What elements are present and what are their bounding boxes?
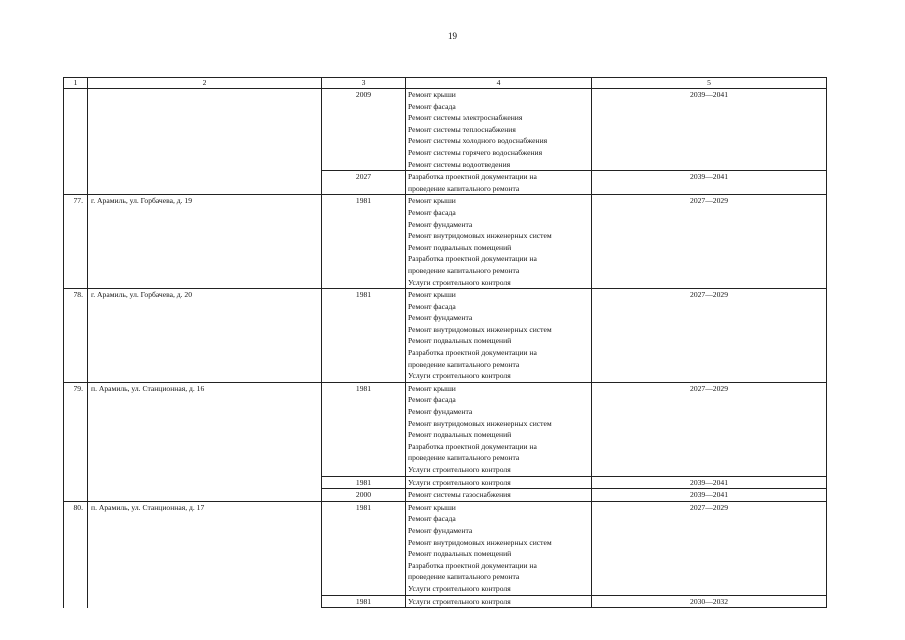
table-row	[64, 501, 827, 595]
work-item: проведение капитального ремонта	[408, 359, 520, 369]
row-number-cell	[64, 89, 88, 195]
period-cell: 2039—2041	[592, 489, 827, 502]
table-body	[64, 89, 827, 608]
work-item: Услуги строительного контроля	[408, 371, 511, 381]
year-cell: 1981	[322, 195, 406, 289]
work-item: Ремонт внутридомовых инженерных систем	[408, 324, 552, 334]
work-item: Ремонт крыши	[408, 90, 456, 99]
row-number-cell: 80.	[64, 501, 88, 607]
row-number-cell: 77.	[64, 195, 88, 289]
work-item: Ремонт крыши	[408, 502, 456, 512]
work-item: Услуги строительного контроля	[408, 583, 511, 593]
work-item: проведение капитального ремонта	[408, 183, 520, 193]
work-item: Услуги строительного контроля	[408, 465, 511, 474]
works-cell	[406, 382, 592, 476]
year-cell: 2009	[322, 89, 406, 171]
work-item: Ремонт системы водоотведения	[408, 159, 511, 169]
works-cell	[406, 476, 592, 489]
column-number: 5	[592, 78, 827, 89]
period-cell: 2027—2029	[592, 289, 827, 383]
column-number: 3	[322, 78, 406, 89]
work-item: Ремонт фасада	[408, 207, 456, 217]
period-cell: 2030—2032	[592, 595, 827, 608]
work-item: Ремонт крыши	[408, 290, 456, 300]
work-item: Услуги строительного контроля	[408, 477, 511, 487]
table-row	[64, 195, 827, 289]
work-item: Ремонт фундамента	[408, 407, 473, 417]
work-item: Ремонт внутридомовых инженерных систем	[408, 537, 552, 547]
work-item: Разработка проектной документации на	[408, 441, 537, 451]
column-number: 2	[88, 78, 322, 89]
work-item: Ремонт фасада	[408, 301, 456, 311]
page-number: 19	[448, 31, 457, 41]
works-cell	[406, 289, 592, 383]
work-item: Разработка проектной документации на	[408, 254, 537, 264]
work-item: Ремонт системы горячего водоснабжения	[408, 147, 543, 157]
work-item: проведение капитального ремонта	[408, 265, 520, 275]
work-item: Ремонт крыши	[408, 383, 456, 393]
work-item: Ремонт подвальных помещений	[408, 242, 512, 252]
works-cell	[406, 595, 592, 608]
works-cell	[406, 171, 592, 195]
work-item: Ремонт системы газоснабжения	[408, 490, 511, 500]
work-item: проведение капитального ремонта	[408, 453, 520, 463]
work-item: Ремонт фасада	[408, 101, 456, 111]
column-number-row	[64, 78, 827, 89]
row-number-cell: 79.	[64, 382, 88, 501]
work-item: Ремонт фундамента	[408, 525, 473, 535]
work-item: Ремонт фасада	[408, 514, 456, 524]
column-number: 4	[406, 78, 592, 89]
address-cell: п. Арамиль, ул. Станционная, д. 17	[88, 501, 322, 607]
work-item: Ремонт внутридомовых инженерных систем	[408, 418, 552, 428]
works-cell	[406, 195, 592, 289]
work-item: Ремонт системы электроснабжения	[408, 113, 523, 123]
address-cell: п. Арамиль, ул. Станционная, д. 16	[88, 382, 322, 501]
work-item: проведение капитального ремонта	[408, 572, 520, 582]
work-item: Ремонт системы холодного водоснабжения	[408, 136, 548, 146]
year-cell: 1981	[322, 595, 406, 608]
period-cell: 2039—2041	[592, 89, 827, 171]
period-cell: 2027—2029	[592, 195, 827, 289]
work-item: Услуги строительного контроля	[408, 277, 511, 287]
row-number-cell: 78.	[64, 289, 88, 383]
year-cell: 1981	[322, 382, 406, 476]
address-cell: г. Арамиль, ул. Горбачева, д. 20	[88, 289, 322, 383]
work-item: Ремонт фундамента	[408, 219, 473, 229]
year-cell: 2000	[322, 489, 406, 502]
period-cell: 2027—2029	[592, 501, 827, 595]
work-item: Ремонт фасада	[408, 395, 456, 405]
table-row	[64, 382, 827, 476]
work-item: Ремонт системы теплоснабжения	[408, 124, 516, 134]
work-item: Ремонт подвальных помещений	[408, 549, 512, 559]
table-row	[64, 89, 827, 171]
work-item: Ремонт крыши	[408, 196, 456, 206]
work-item: Услуги строительного контроля	[408, 596, 511, 606]
work-item: Разработка проектной документации на	[408, 348, 537, 358]
capital-repair-table	[63, 77, 827, 608]
table-row	[64, 289, 827, 383]
year-cell: 1981	[322, 476, 406, 489]
address-cell	[88, 89, 322, 195]
period-cell: 2027—2029	[592, 382, 827, 476]
year-cell: 2027	[322, 171, 406, 195]
work-item: Разработка проектной документации на	[408, 172, 537, 182]
work-item: Ремонт внутридомовых инженерных систем	[408, 231, 552, 241]
period-cell: 2039—2041	[592, 171, 827, 195]
year-cell: 1981	[322, 289, 406, 383]
work-item: Ремонт фундамента	[408, 313, 473, 323]
works-cell	[406, 501, 592, 595]
year-cell: 1981	[322, 501, 406, 595]
address-cell: г. Арамиль, ул. Горбачева, д. 19	[88, 195, 322, 289]
work-item: Ремонт подвальных помещений	[408, 336, 512, 346]
works-cell	[406, 89, 592, 171]
column-number: 1	[64, 78, 88, 89]
works-cell	[406, 489, 592, 502]
period-cell: 2039—2041	[592, 476, 827, 489]
work-item: Разработка проектной документации на	[408, 560, 537, 570]
work-item: Ремонт подвальных помещений	[408, 430, 512, 440]
